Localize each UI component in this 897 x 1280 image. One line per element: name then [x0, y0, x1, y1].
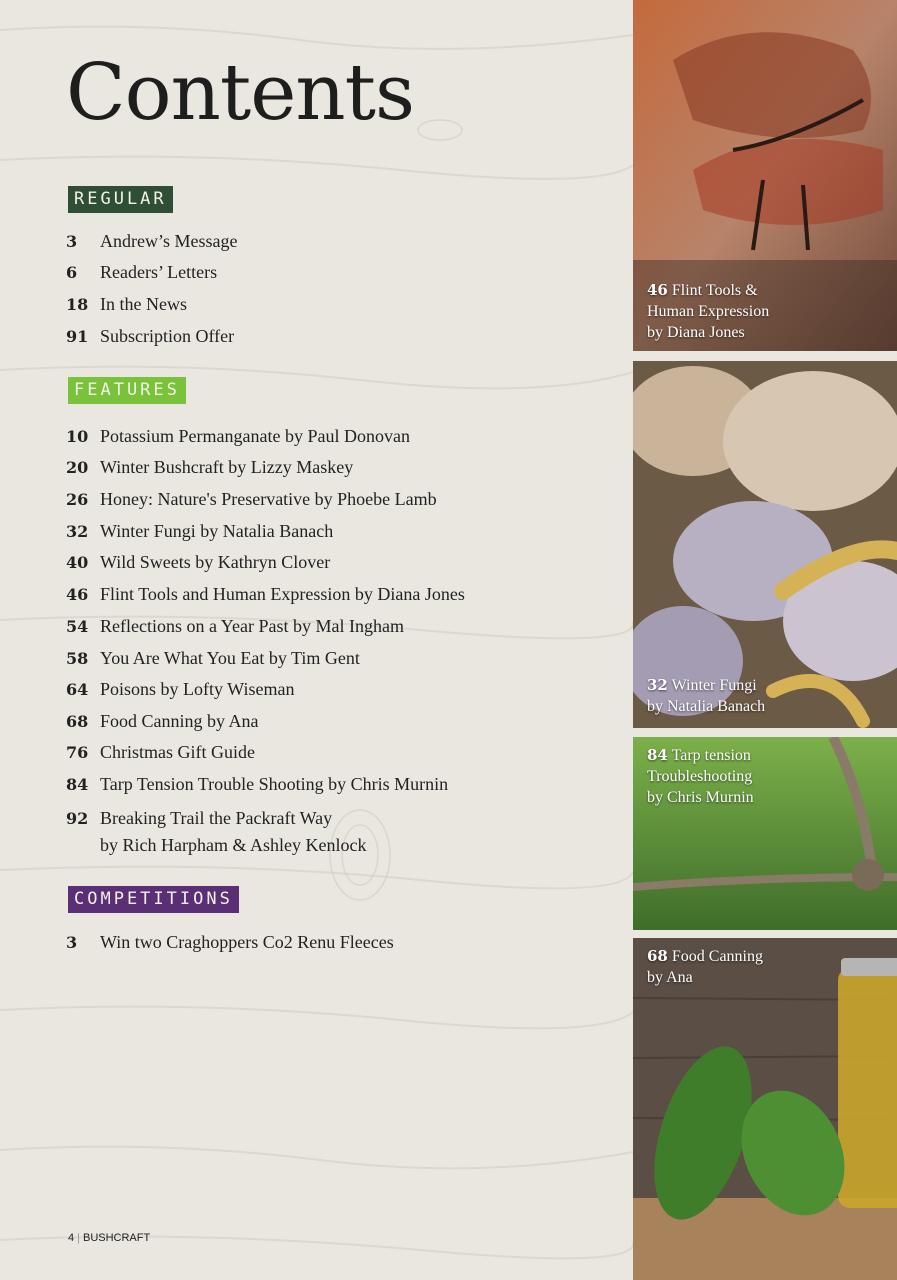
photo-caption — [647, 280, 769, 343]
caption-line: Flint Tools & — [671, 282, 758, 299]
toc-page-number: 54 — [66, 617, 89, 636]
toc-title: Christmas Gift Guide — [100, 742, 255, 762]
caption-line: Human Expression — [647, 303, 770, 320]
toc-title: Andrew’s Message — [100, 231, 238, 251]
canning-image — [633, 938, 897, 1280]
page-footer — [68, 1232, 150, 1244]
toc-page-number: 64 — [66, 680, 89, 699]
footer-separator: | — [77, 1232, 80, 1244]
photo-canning[interactable] — [633, 938, 897, 1280]
photo-cave-painting[interactable] — [633, 0, 897, 351]
caption-line: Tarp tension — [671, 747, 751, 764]
section-label-regular: REGULAR — [68, 186, 173, 213]
toc-title: Wild Sweets by Kathryn Clover — [100, 552, 331, 572]
toc-page-number: 76 — [66, 743, 89, 762]
toc-page-number: 91 — [66, 327, 89, 346]
toc-title: Reflections on a Year Past by Mal Ingham — [100, 616, 404, 636]
toc-title-line2: by Rich Harpham & Ashley Kenlock — [100, 835, 367, 855]
toc-title: Win two Craghoppers Co2 Renu Fleeces — [100, 932, 394, 952]
toc-title: Breaking Trail the Packraft Way — [100, 808, 333, 828]
toc-page-number: 40 — [66, 553, 89, 572]
caption-line: Winter Fungi — [671, 677, 757, 694]
toc-title: Honey: Nature's Preservative by Phoebe Lamb — [100, 489, 437, 509]
toc-page-number: 3 — [66, 933, 78, 952]
caption-page: 32 — [647, 676, 668, 694]
toc-title: Winter Fungi by Natalia Banach — [100, 521, 334, 541]
photo-caption — [647, 946, 763, 988]
toc-page-number: 10 — [66, 427, 89, 446]
toc-title: Subscription Offer — [100, 326, 235, 346]
caption-page: 46 — [647, 281, 668, 299]
toc-page-number: 68 — [66, 712, 89, 731]
section-label-features: FEATURES — [68, 377, 186, 404]
toc-page-number: 18 — [66, 295, 89, 314]
photo-caption — [647, 675, 765, 717]
photo-fungi[interactable] — [633, 361, 897, 728]
caption-page: 84 — [647, 746, 668, 764]
toc-title: Readers’ Letters — [100, 262, 218, 282]
section-label-competitions: COMPETITIONS — [68, 886, 239, 913]
fungi-image — [633, 361, 897, 728]
toc-page-number: 3 — [66, 232, 78, 251]
caption-page: 68 — [647, 947, 668, 965]
caption-line: by Chris Murnin — [647, 789, 754, 806]
toc-title: In the News — [100, 294, 187, 314]
toc-page-number: 92 — [66, 809, 89, 828]
toc-page-number: 6 — [66, 263, 78, 282]
toc-title: Potassium Permanganate by Paul Donovan — [100, 426, 410, 446]
toc-page-number: 58 — [66, 649, 89, 668]
toc-title: Tarp Tension Trouble Shooting by Chris Murnin — [100, 774, 449, 794]
toc-title: You Are What You Eat by Tim Gent — [100, 648, 360, 668]
photo-caption — [647, 745, 754, 808]
toc-title: Winter Bushcraft by Lizzy Maskey — [100, 457, 354, 477]
toc-title: Flint Tools and Human Expression by Diana Jones — [100, 584, 465, 604]
caption-line: Troubleshooting — [647, 768, 753, 785]
caption-line: by Natalia Banach — [647, 698, 766, 715]
footer-page-number: 4 — [68, 1232, 75, 1244]
caption-line: by Ana — [647, 969, 693, 986]
toc-title: Poisons by Lofty Wiseman — [100, 679, 295, 699]
toc-page-number: 20 — [66, 458, 89, 477]
toc-page-number: 46 — [66, 585, 89, 604]
caption-line: Food Canning — [671, 948, 763, 965]
toc-title: Food Canning by Ana — [100, 711, 259, 731]
footer-brand: BUSHCRAFT — [82, 1232, 151, 1244]
photo-tarp-rope[interactable] — [633, 737, 897, 930]
toc-page-number: 84 — [66, 775, 89, 794]
toc-page-number: 26 — [66, 490, 89, 509]
toc-page-number: 32 — [66, 522, 89, 541]
page-title: Contents — [66, 48, 414, 138]
caption-line: by Diana Jones — [647, 324, 745, 341]
